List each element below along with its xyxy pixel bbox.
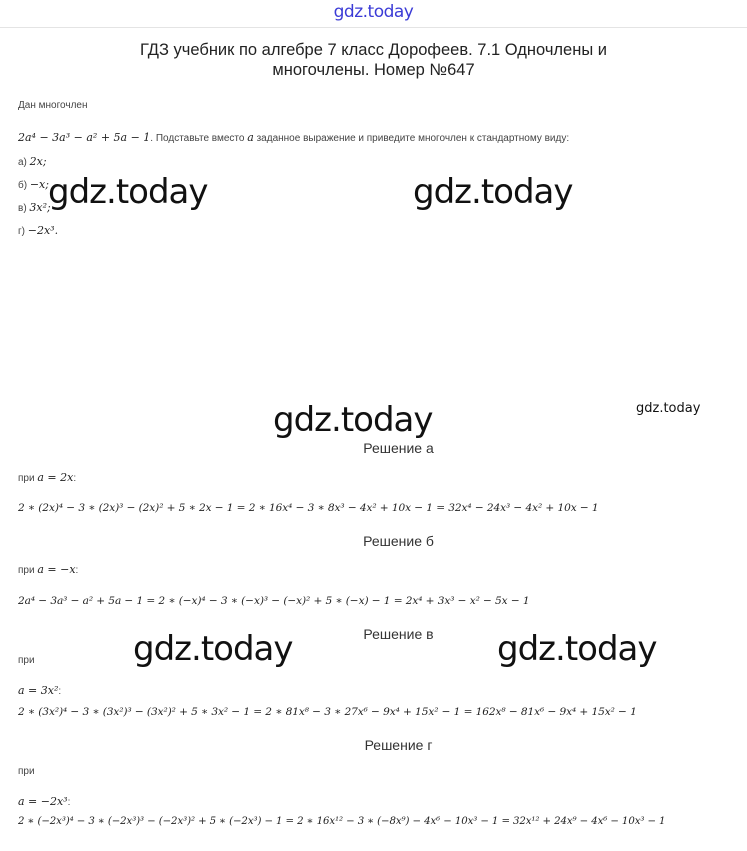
option-expr: 2x;	[29, 155, 47, 168]
problem-instruction: . Подставьте вместо	[150, 133, 248, 144]
solution-d-formula: 2 ∗ (−2x³)⁴ − 3 ∗ (−2x³)³ − (−2x³)² + 5 ∗ (−2x³) − 1 = 2 ∗ 16x¹² − 3 ∗ (−8x⁹) − 4x⁶ − 10x³ − 1 = 32x¹² + 24x⁹ − 4x⁶ − 10x³ − 1	[18, 816, 666, 827]
solution-b-heading: Решение б	[363, 533, 434, 549]
watermark: gdz.today	[48, 172, 208, 212]
watermark: gdz.today	[133, 629, 293, 669]
option-expr: −2x³.	[27, 224, 59, 237]
page-title	[20, 40, 727, 80]
option-label: в)	[18, 203, 30, 214]
condition-expr: a = −x	[37, 563, 76, 576]
solution-d-condition	[18, 795, 70, 808]
solution-c-prefix: при	[18, 655, 35, 666]
option-label: б)	[18, 180, 30, 191]
solution-d-prefix: при	[18, 766, 35, 777]
option-c	[18, 201, 51, 214]
watermark: gdz.today	[273, 400, 433, 440]
option-label: г)	[18, 226, 28, 237]
problem-instruction-rest: заданное выражение и приведите многочлен к стандартному виду:	[253, 133, 570, 144]
watermark: gdz.today	[497, 629, 657, 669]
problem-intro: Дан многочлен	[18, 100, 88, 111]
page-title-line-1: ГДЗ учебник по алгебре 7 класс Дорофеев. 7.1 Одночлены и	[139, 41, 608, 59]
problem-polynomial: 2a⁴ − 3a³ − a² + 5a − 1	[18, 131, 151, 144]
solution-b-condition	[18, 563, 78, 576]
option-expr: −x;	[29, 178, 49, 191]
solution-c-condition	[18, 684, 61, 697]
option-expr: 3x²;	[29, 201, 51, 214]
condition-expr: a = 2x	[37, 471, 74, 484]
solution-d-heading: Решение г	[364, 737, 433, 753]
condition-colon: :	[67, 797, 71, 808]
solution-c-heading: Решение в	[363, 626, 434, 642]
solution-a-heading: Решение а	[363, 440, 434, 456]
site-logo[interactable]: gdz.today	[333, 2, 414, 22]
condition-prefix: при	[18, 473, 38, 484]
condition-expr: a = 3x²	[18, 684, 59, 697]
condition-expr: a = −2x³	[18, 795, 68, 808]
condition-colon: :	[58, 686, 62, 697]
solution-a-formula: 2 ∗ (2x)⁴ − 3 ∗ (2x)³ − (2x)² + 5 ∗ 2x − 1 = 2 ∗ 16x⁴ − 3 ∗ 8x³ − 4x² + 10x − 1 = 32x⁴ − 24x³ − 4x² + 10x − 1	[18, 502, 599, 514]
option-a	[18, 155, 47, 168]
condition-colon: :	[75, 565, 79, 576]
header-divider	[0, 27, 747, 28]
watermark: gdz.today	[413, 172, 573, 212]
problem-variable: a	[247, 131, 254, 144]
page-title-line-2: многочлены. Номер №647	[272, 61, 475, 79]
condition-prefix: при	[18, 565, 38, 576]
problem-statement	[18, 131, 569, 144]
solution-c-formula: 2 ∗ (3x²)⁴ − 3 ∗ (3x²)³ − (3x²)² + 5 ∗ 3x² − 1 = 2 ∗ 81x⁸ − 3 ∗ 27x⁶ − 9x⁴ + 15x² − 1 = 162x⁸ − 81x⁶ − 9x⁴ + 15x² − 1	[18, 706, 637, 718]
solution-b-formula: 2a⁴ − 3a³ − a² + 5a − 1 = 2 ∗ (−x)⁴ − 3 ∗ (−x)³ − (−x)² + 5 ∗ (−x) − 1 = 2x⁴ + 3x³ − x² − 5x − 1	[18, 595, 530, 607]
option-d	[18, 224, 58, 237]
option-b	[18, 178, 49, 191]
watermark: gdz.today	[636, 401, 701, 416]
solution-a-condition	[18, 471, 76, 484]
condition-colon: :	[73, 473, 77, 484]
option-label: а)	[18, 157, 30, 168]
